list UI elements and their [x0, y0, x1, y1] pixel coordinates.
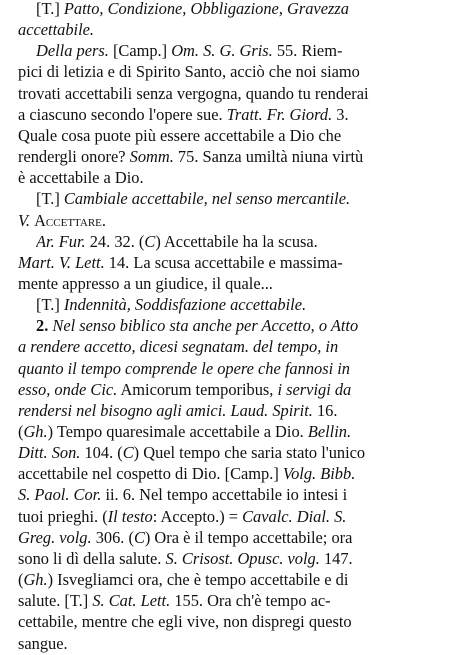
text-run: 306. ( [91, 527, 134, 547]
italic-text: a rendere accetto, dicesi segnatam. del tempo, in [18, 337, 339, 357]
italic-text: Ditt. Son. [18, 443, 81, 463]
text-run: a ciascuno secondo l'opere sue. [18, 104, 227, 124]
text-run: ( [18, 422, 24, 441]
text-run: ii. 6. Nel tempo accettabile io intesi i [101, 485, 348, 505]
text-run: sangue. [18, 633, 68, 653]
italic-text: Patto, Condizione, Obbligazione, Gravezza [63, 0, 349, 18]
italic-text: Bellin. [307, 422, 352, 441]
text-run: 104. ( [80, 443, 123, 463]
text-run: ) Accettabile ha la scusa. [155, 231, 318, 251]
text-run: 155. Ora ch'è tempo ac- [170, 591, 331, 611]
text-run: 147. [319, 548, 353, 568]
italic-text: Tratt. Fr. Giord. [226, 104, 333, 124]
text-run: ( [18, 570, 24, 590]
text-run: accettabile nel cospetto di Dio. [Camp.] [18, 464, 283, 484]
text-run: : Accepto.) = [152, 506, 243, 526]
italic-text: S. Crisost. Opusc. volg. [165, 548, 320, 568]
italic-text: V. [18, 210, 35, 230]
italic-text: Greg. volg. [18, 527, 92, 547]
text-line [18, 104, 465, 126]
italic-text: Il testo [107, 506, 153, 526]
text-run: tuoi prieghi. ( [18, 506, 108, 526]
text-line [18, 611, 465, 633]
italic-text: esso, onde Cic. [18, 379, 118, 399]
text-line [18, 210, 465, 232]
text-run: trovati accettabili senza vergogna, quando tu renderai [18, 83, 369, 103]
italic-text: S. Paol. Cor. [18, 485, 102, 505]
text-run: salute. [T.] [18, 591, 93, 611]
text-line [18, 548, 465, 570]
text-run: 24. 32. ( [85, 231, 145, 251]
italic-text: Cambiale accettabile, nel senso mercantile. [63, 189, 351, 209]
text-run: Amicorum temporibus, [117, 379, 278, 399]
text-run: [T.] [36, 0, 64, 18]
italic-text: Gh. [23, 570, 48, 590]
text-run: [T.] [36, 295, 64, 315]
text-run: è accettabile a Dio. [18, 168, 144, 188]
italic-text: Cavalc. Dial. S. [242, 506, 347, 526]
text-run: ) Ora è il tempo accettabile; ora [144, 527, 353, 547]
text-line [18, 358, 465, 380]
italic-text: Indennità, Soddisfazione accettabile. [63, 295, 307, 315]
text-line [18, 527, 465, 549]
text-line [18, 61, 465, 83]
text-run: sono li dì della salute. [18, 548, 166, 568]
text-line [18, 442, 465, 464]
text-line [18, 590, 465, 612]
text-line [18, 336, 465, 358]
text-line [36, 231, 465, 253]
italic-text: accettabile. [18, 20, 94, 40]
text-line [36, 315, 465, 337]
text-run: cettabile, mentre che egli vive, non dispregi questo [18, 612, 352, 632]
text-run: 3. [332, 104, 349, 124]
italic-text: rendersi nel bisogno agli amici. Laud. Spirit. [18, 400, 313, 420]
italic-text: Ar. Fur. [36, 231, 86, 251]
text-line [36, 294, 465, 316]
text-run: mente appresso a un giudice, il quale... [18, 273, 273, 293]
text-line [18, 633, 465, 655]
italic-text: Om. S. G. Gris. [171, 41, 273, 61]
text-line [18, 252, 465, 274]
text-run: ) Tempo quaresimale accettabile a Dio. [47, 422, 308, 441]
italic-text: Nel senso biblico sta anche per Accetto, o Atto [52, 316, 359, 336]
text-run: 55. Riem- [272, 41, 343, 61]
text-line [36, 188, 465, 210]
italic-text: S. Cat. Lett. [92, 591, 171, 611]
text-line [36, 40, 465, 62]
text-run: [T.] [36, 189, 64, 209]
text-line [18, 421, 465, 443]
italic-text: C [122, 443, 134, 463]
text-line [36, 0, 465, 20]
small-caps-text: Accettare. [34, 210, 106, 230]
italic-text: Mart. V. Lett. [18, 252, 105, 272]
text-line [18, 19, 465, 41]
italic-text: i servigi da [277, 379, 352, 399]
text-line [18, 167, 465, 189]
text-run: 75. Sanza umiltà niuna virtù [173, 147, 364, 167]
italic-text: C [133, 527, 145, 547]
text-run: Quale cosa puote più essere accettabile a Dio che [18, 125, 342, 145]
text-run: rendergli onore? [18, 147, 130, 167]
italic-text: Volg. Bibb. [282, 464, 356, 484]
text-run: ) Quel tempo che saria stato l'unico [133, 443, 366, 463]
text-run: 16. [312, 400, 338, 420]
text-line [18, 125, 465, 147]
text-line [18, 379, 465, 401]
text-line [18, 273, 465, 295]
text-line [18, 484, 465, 506]
text-line [18, 400, 465, 422]
text-run: 14. La scusa accettabile e massima- [104, 252, 343, 272]
italic-text: Gh. [23, 422, 48, 441]
italic-text: quanto il tempo comprende le opere che fannosi in [18, 358, 350, 378]
text-run: ) Isvegliamci ora, che è tempo accettabile e di [47, 570, 349, 590]
text-run: [Camp.] [108, 41, 172, 61]
text-line [18, 463, 465, 485]
italic-text: Della pers. [36, 41, 109, 61]
text-line [18, 83, 465, 105]
italic-text: Somm. [129, 147, 174, 167]
text-line [18, 146, 465, 168]
text-run: 2. [36, 316, 53, 336]
text-run: pici di letizia e di Spirito Santo, acciò che noi siamo [18, 62, 360, 82]
text-line [18, 569, 465, 591]
text-line [18, 506, 465, 528]
italic-text: C [144, 231, 156, 251]
